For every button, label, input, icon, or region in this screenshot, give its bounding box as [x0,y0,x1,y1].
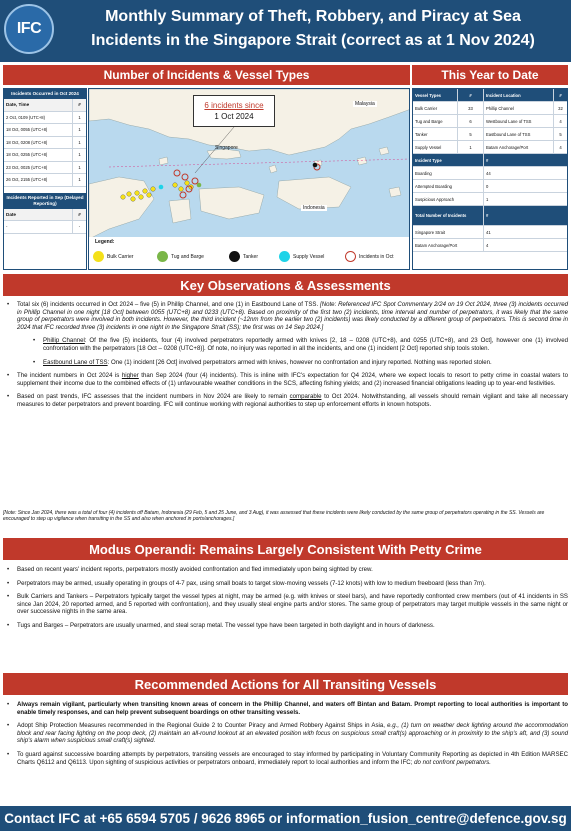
total-num: 4 [483,239,503,251]
legend-label: Incidents in Oct [359,253,394,260]
row-num: 1 [72,124,86,136]
marker-tanker [313,163,318,168]
table-row [4,174,86,187]
table-row [4,124,86,137]
location-num-header: # [553,89,567,101]
location: Batam Anchorage/Port [483,141,553,153]
key-observations [3,301,568,415]
key-obs-p2-a: The incident numbers in Oct 2024 is [17,372,122,380]
contact-footer [0,806,571,831]
row-date: 23 Oct, 0025 (UTC+8) [6,164,48,170]
section-incidents-header: Number of Incidents & Vessel Types [3,65,410,85]
total-header: Total Number of Incidents [415,213,467,218]
callout-count: 6 incidents since [204,101,264,110]
table-row [413,141,567,154]
marker-oct-incident [180,192,186,198]
table-row [4,162,86,175]
indonesia-island-1 [89,177,154,239]
recommended-r1: Always remain vigilant, particularly when transiting known areas of concern in the Phillip Channel, and waters off Bintan and Batam. Prompt reporting to local authorities is important to enable timely responses, and can help prevent subsequent boardings on other transiting vessels. [17,701,568,716]
modus-item: • Based on recent years' incident reports, perpetrators mostly avoided confrontation and fled immediately upon being sighted by crew. [3,566,568,574]
key-obs-item [3,393,568,408]
callout-date: 1 Oct 2024 [214,112,254,121]
title-line-2: Incidents in the Singapore Strait (correct as at 1 Nov 2024) [91,32,535,49]
modus-item: • Perpetrators may be armed, usually operating in groups of 4-7 pax, using small boats to target slow-moving vessels (7-12 knots) with low to medium freeboard (less than 7m). [3,580,568,588]
sep-header-row [4,209,86,222]
recommended-r2-a: Adopt Ship Protection Measures recommended in the Regional Guide 2 to Counter Piracy and Armed Robbery Against Ships in Asia, [17,722,388,730]
incident-type-num-header: # [483,154,503,166]
vessel-type: Bulk Carrier [415,105,438,111]
legend-item-bulk-carrier [93,251,133,262]
legend-label: Supply Vessel [293,253,325,260]
key-obs-item [3,372,568,387]
vessel-types-header: Vessel Types [415,92,441,98]
row-date: 18 Oct, 0055 (UTC+8) [6,127,48,133]
recommended-item [3,751,568,766]
table-row [413,180,567,193]
section-key-obs-header: Key Observations & Assessments [3,274,568,296]
legend-title: Legend: [95,239,115,245]
section-year-header: This Year to Date [412,65,568,85]
recommended-r3-b: do not confront perpetrators. [414,758,491,766]
incident-map[interactable] [88,88,410,270]
legend-item-tug-barge [157,251,204,262]
incident-callout [193,95,275,127]
islet-6 [389,187,401,197]
islet-5 [159,157,168,165]
map-label-indonesia: Indonesia [303,205,325,211]
marker-oct-incident [192,178,198,184]
modus-operandi [3,566,568,636]
marker-bulk-carrier [121,195,126,200]
incident-type: Suspicious Approach [415,196,455,202]
marker-oct-incident [174,170,180,176]
incident-type-header: Incident Type [415,157,442,163]
incidents-sep-title: Incidents Reported in Sep (Delayed Reporting) [4,193,86,209]
location-num: 32 [553,102,567,114]
incidents-header-row [4,99,86,112]
vessel-num-header: # [457,89,483,101]
incident-type: Attempted Boarding [415,183,453,189]
key-obs-p2-u: higher [121,372,139,380]
marker-bulk-carrier [139,195,144,200]
marker-bulk-carrier [135,191,140,196]
vessel-type: Tug and Barge [415,118,443,124]
location: Eastbound Lane of TSS [483,128,553,140]
table-row [413,167,567,180]
phillip-channel-text: : Of the five (5) incidents, four (4) involved perpetrators reportedly armed with knives [2, 18 – 0208 (UTC+8), and 0255 (UTC+8), and 23 Oct], however one (1) involved confrontation with the perpetrators [18 Oct – 0208 (UTC+8)]. Of note, no injury was reported in all the incidents, and one (1) incident [2 Oct] reported ship tools stolen. [43,337,568,352]
phillip-channel-label: Phillip Channel [43,337,85,345]
table-row [413,128,567,141]
legend-supply-vessel-icon [279,251,290,262]
table-row [413,115,567,128]
row-date: 18 Oct, 0255 (UTC+8) [6,152,48,158]
legend-oct-incident-icon [345,251,356,262]
marker-bulk-carrier [179,187,184,192]
legend-label: Tanker [243,253,259,260]
row-date: 2 Oct, 0109 (UTC+8) [6,114,45,120]
location-num: 4 [553,115,567,127]
table-row [413,193,567,206]
contact-text: Contact IFC at +65 6594 5705 / 9626 8965 or information_fusion_centre@defence.gov.sg [4,811,567,826]
legend-item-supply-vessel [279,251,324,262]
location-header: Incident Location [483,89,553,101]
table-row [4,221,86,234]
vessel-type: Supply Vessel [415,144,442,150]
marker-supply-vessel [159,185,164,190]
vessel-num: 33 [457,102,483,114]
marker-oct-incident [182,174,188,180]
legend-item-tanker [229,251,258,262]
eastbound-label: Eastbound Lane of TSS [43,358,108,366]
marker-bulk-carrier [131,197,136,202]
recommended-actions [3,701,568,772]
marker-bulk-carrier [173,183,178,188]
incident-type-num: 1 [483,193,503,205]
table-row [413,239,567,252]
vessel-num: 5 [457,128,483,140]
map-label-singapore: Singapore [215,145,238,151]
key-obs-p2-b: than Sep 2024 (four (4) incidents). This is inline with IFC's expectation for Q4 2024, where we expect locals to resort to petty crime in coastal waters to supplement their income due to the combined effects of (1) unfavourable weather conditions in the SCS, affecting fishing yields; and (2) increased financial obligations leading up to year-end festivities. [17,372,568,387]
legend-label: Bulk Carrier [107,253,134,260]
batam-note: [Note: Since Jan 2024, there was a total of four (4) incidents off Batam, Indonesia (29 Feb, 5 and 25 June, and 3 Aug), it was assessed that these incidents were likely conducted by the same group of perpetrators operating in the SS. Vessels are encouraged to step up vigilance when transiting in the SS and also when anchored in ports/anchorages.] [3,510,545,523]
recommended-item [3,701,568,716]
islet-1 [357,157,367,165]
islet-3 [269,165,277,173]
key-obs-p3-a: Based on past trends, IFC assesses that the incident numbers in Nov 2024 are likely to remain [17,393,290,401]
marker-bulk-carrier [147,193,152,198]
incidents-table [3,88,87,270]
key-obs-p3-u: comparable [289,393,322,401]
indonesia-island-4 [169,199,191,223]
key-obs-p1-a: Total six (6) incidents occurred in Oct 2024 – five (5) in Phillip Channel, and one (1) in Eastbound Lane of TSS. [17,301,319,308]
map-legend [89,237,409,269]
col-num: # [72,99,86,111]
map-label-malaysia: Malaysia [355,101,375,107]
section-modus-header: Modus Operandi: Remains Largely Consistent With Petty Crime [3,538,568,560]
key-obs-p3-b: to Oct 2024. Notwithstanding, all vessels should remain vigilant and take all necessary measures to deter perpetrators and prevent boarding. IFC will continue working with regional authorities to step up enforcement efforts in known hotspots. [17,393,568,408]
legend-label: Tug and Barge [171,253,204,260]
year-to-date-table [412,88,568,270]
total-label: Singapore Strait [415,229,446,235]
modus-item: • Bulk Carriers and Tankers – Perpetrators typically target the vessel types at night, may be armed (e.g. with knives or steel bars), and have reportedly confronted crew members (out of 41 incidents in SS since Jan 2024, 20 reported armed, and 5 reported with confrontation), and they usually steal engine parts and/or stores. The same group of perpetrators may target multiple vessels in the same night or over successive nights in the same area. [3,593,568,616]
logo-text: IFC [16,20,42,37]
table-row [4,112,86,125]
incident-type: Boarding [415,170,432,176]
header-banner [0,0,571,62]
marker-bulk-carrier [143,189,148,194]
marker-bulk-carrier [151,187,156,192]
sep-col-date: Date [6,211,16,217]
sep-row-date: - [6,224,8,230]
row-num: 1 [72,162,86,174]
row-num: 1 [72,174,86,186]
vessel-num: 1 [457,141,483,153]
incident-type-num: 44 [483,167,503,179]
recommended-r3-a: To guard against successive boarding attempts by perpetrators, transiting vessels are encouraged to stay informed by participating in Voluntary Community Reporting as depicted in 4th Edition MARSEC Charts Q6112 and Q6113. Upon sighting of suspicious activities or perpetrators onboard, immediately report to local authorities and inform the IFC; [17,750,568,766]
table-row [4,137,86,150]
page-title [60,5,566,53]
marker-bulk-carrier [127,192,132,197]
row-date: 18 Oct, 0208 (UTC+8) [6,139,48,145]
marker-tug-barge [197,183,202,188]
islet-2 [379,147,389,155]
total-num: 41 [483,226,503,238]
legend-tug-barge-icon [157,251,168,262]
incident-type-header-row [413,154,567,167]
sep-col-num: # [72,209,86,221]
vessel-location-header-row [413,89,567,102]
row-num: 1 [72,112,86,124]
incident-type-num: 0 [483,180,503,192]
title-line-1: Monthly Summary of Theft, Robbery, and Piracy at Sea [105,8,521,25]
key-obs-item [3,301,568,331]
key-obs-p1-b: [Note: Referenced IFC Spot Commentary 2/24 on 19 Oct 2024, three (3) incidents occurred in Phillip Channel in one night [18 Oct] between 0055 (UTC+8) and 0233 (UTC+8). Based on proximity of the first two (2) incidents, time interval and number of perpetrators, it was likely that the same group of perpetrators were involved in both incidents. However, the third incident (~12nm from the earlier two (2) incidents) was likely conducted by a different group of perpetrators. This is second time in 2024 that IFC recorded three (3) incidents in one night in the Singapore Strait (SS); the first was on 14 Sep 2024.] [17,301,569,331]
legend-tanker-icon [229,251,240,262]
col-date: Date, Time [6,102,30,108]
location-num: 5 [553,128,567,140]
sep-row-num: - [72,221,86,233]
ifc-logo [4,4,54,54]
total-num-header: # [483,206,503,225]
location-num: 4 [553,141,567,153]
modus-item: • Tugs and Barges – Perpetrators are usually unarmed, and steal scrap metal. The vessel type have been targeted in both daylight and in hours of darkness. [3,622,568,630]
incidents-oct-title: Incidents Occurred in Oct 2024 [4,89,86,99]
total-header-row [413,206,567,226]
location: Phillip Channel [483,102,553,114]
table-row [413,102,567,115]
row-date: 26 Oct, 2155 (UTC+8) [6,177,48,183]
legend-item-oct-incidents [345,251,393,262]
table-row [413,226,567,239]
vessel-type: Tanker [415,131,428,137]
recommended-r2-b: e.g., (1) turn on weather deck lighting around the accommodation block and rear facing lighting on the poop deck, (2) maintain an all-round lookout at an elevated position with focus on suspicious small craft(s) approaching or in proximity to the ship's aft, and (3) sound ship's alarm when suspicious small craft(s) sighted. [17,722,568,745]
row-num: 1 [72,137,86,149]
key-obs-sub-item [3,359,568,367]
vessel-num: 6 [457,115,483,127]
marker-bulk-carrier [185,181,190,186]
eastbound-text: : One (1) incident [26 Oct] involved perpetrators armed with knives, however no confrontation and injury reported. Nothing was reported stolen. [107,358,492,366]
section-recommended-header: Recommended Actions for All Transiting Vessels [3,673,568,695]
key-obs-sub-item [3,337,568,352]
legend-bulk-carrier-icon [93,251,104,262]
location: Westbound Lane of TSS [483,115,553,127]
row-num: 1 [72,149,86,161]
indonesia-island-2 [199,187,264,219]
table-row [4,149,86,162]
total-label: Batam Anchorage/Port [415,242,458,248]
recommended-item [3,722,568,745]
